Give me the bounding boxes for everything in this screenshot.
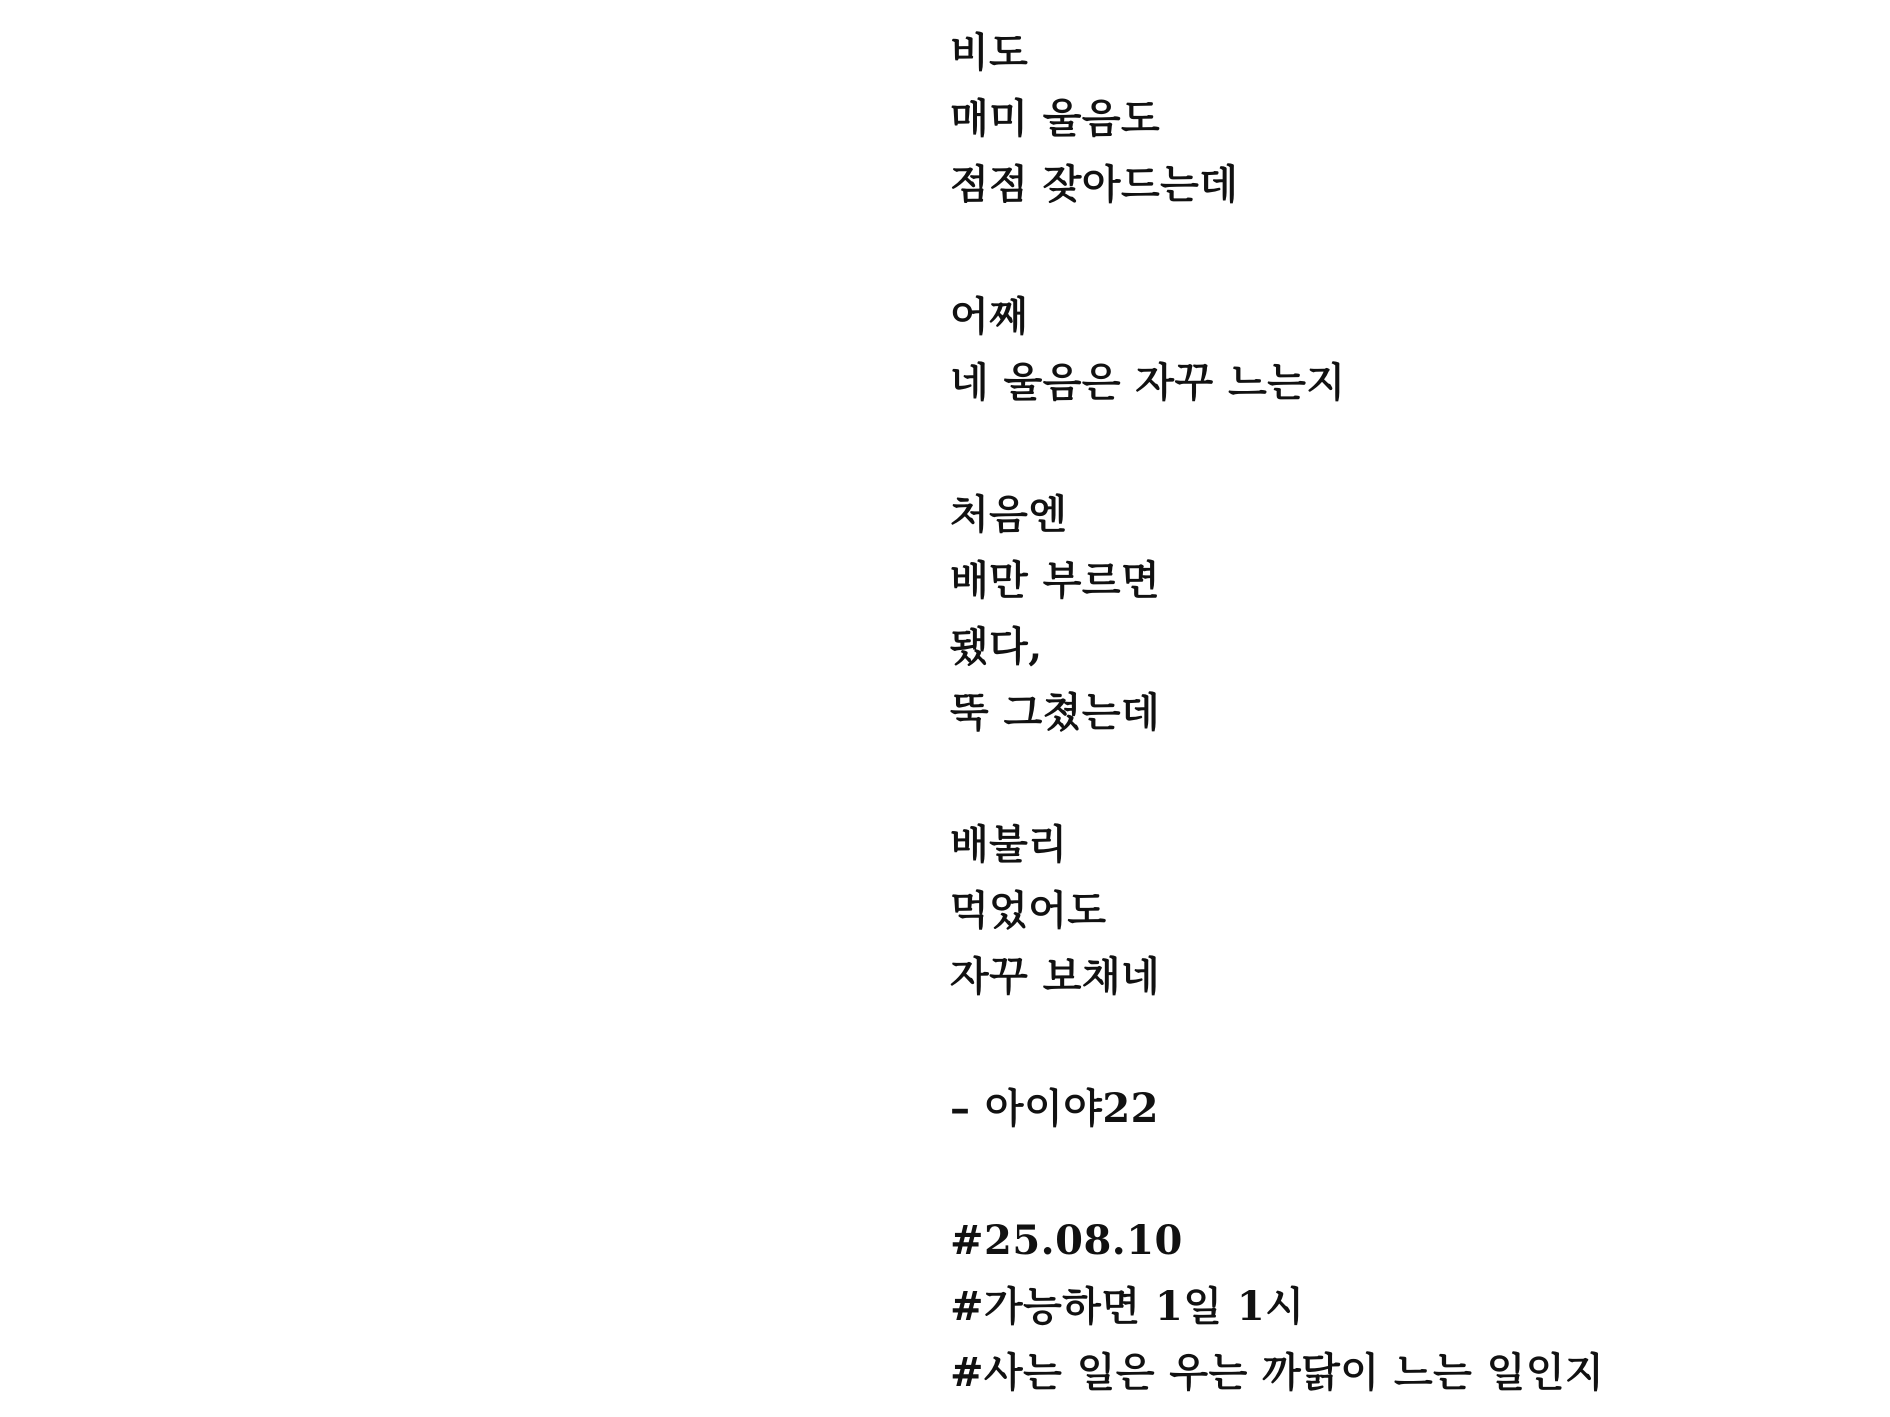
stanza-4: [950, 812, 1850, 1010]
poem-line: 배만 부르면: [950, 557, 1161, 604]
poem-line: 매미 울음도: [950, 95, 1161, 142]
stanza-1: [950, 20, 1850, 218]
poem-line: 먹었어도: [950, 887, 1107, 934]
stanza-2: [950, 284, 1850, 416]
poem-line: 어째: [950, 293, 1029, 340]
hashtag: #25.08.10: [950, 1217, 1183, 1264]
signature-line: – 아이야22: [950, 1085, 1160, 1132]
stanza-3: [950, 482, 1850, 746]
poem-line: 됐다,: [950, 623, 1043, 670]
hashtag: #가능하면 1일 1시: [950, 1283, 1305, 1330]
poem-line: 점점 잦아드는데: [950, 161, 1239, 208]
poem-line: 배불리: [950, 821, 1068, 868]
poem-line: 비도: [950, 29, 1029, 76]
poem-line: 자꾸 보채네: [950, 953, 1161, 1000]
poem-line: 네 울음은 자꾸 느는지: [950, 359, 1346, 406]
poem-line: 처음엔: [950, 491, 1068, 538]
hashtag: #사는 일은 우는 까닭이 느는 일인지: [950, 1349, 1605, 1396]
poem-body: [950, 20, 1850, 1406]
hashtag-list: [950, 1208, 1850, 1406]
poem-line: 뚝 그쳤는데: [950, 689, 1161, 736]
author-signature: [950, 1076, 1850, 1142]
